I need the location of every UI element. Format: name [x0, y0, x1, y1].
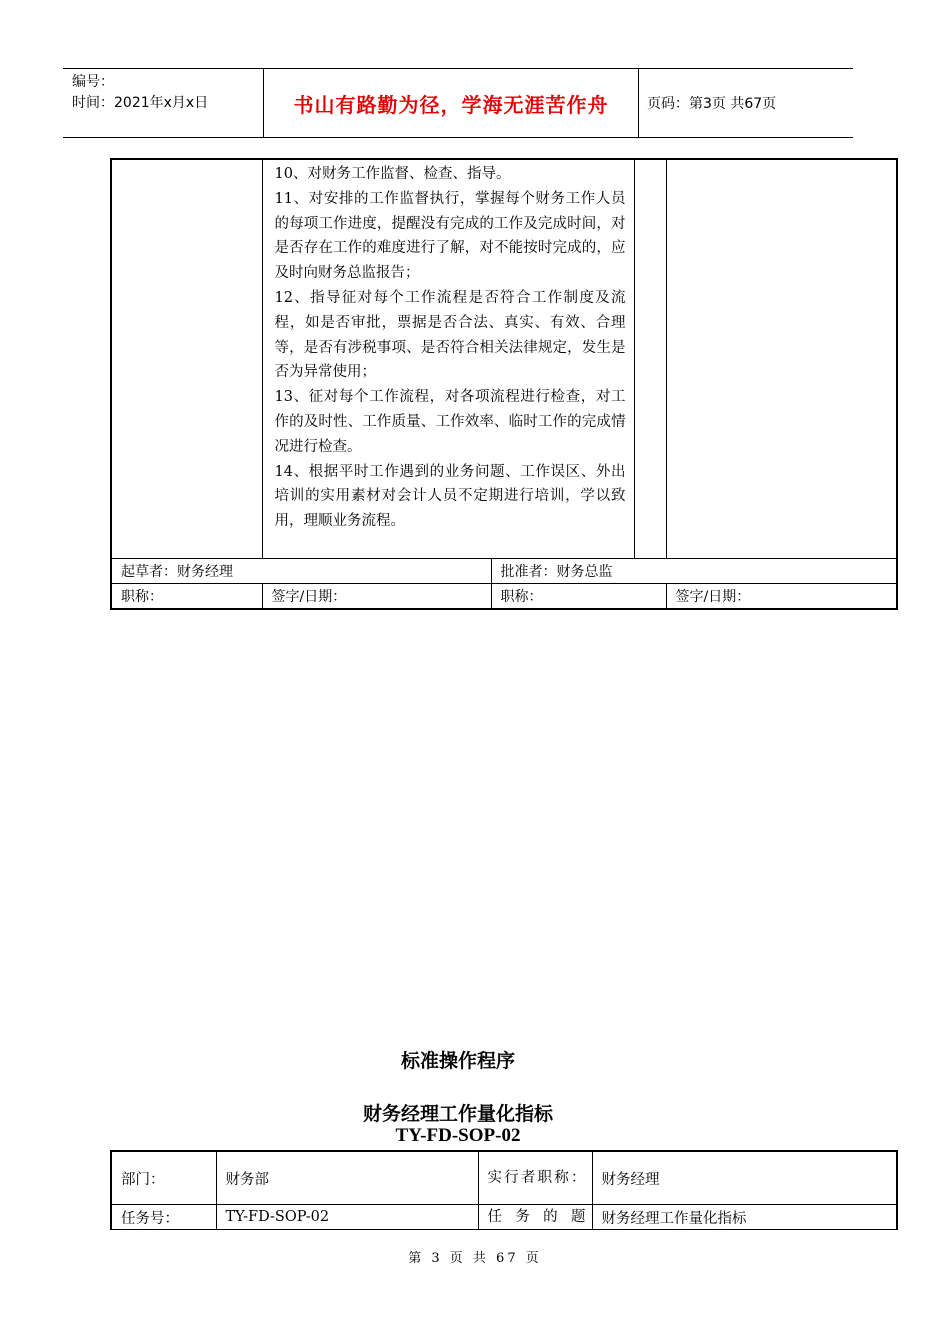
duties-table	[110, 158, 898, 610]
duties-content	[262, 159, 634, 559]
executor-label: 实行者职称：	[478, 1151, 592, 1205]
task-info-table	[110, 1150, 898, 1230]
duty-item: 13、征对每个工作流程，对各项流程进行检查，对工作的及时性、工作质量、工作效率、临时工作的完成情况进行检查。	[274, 389, 626, 455]
duty-item: 12、指导征对每个工作流程是否符合工作制度及流程，如是否审批，票据是否合法、真实、有效、合理等，是否有涉税事项、是否符合相关法律规定，发生是否为异常使用；	[274, 289, 626, 381]
header-page-info: 页码：第3页 共67页	[647, 96, 777, 112]
task-title-label: 任务的题	[478, 1205, 592, 1230]
sop-heading: 标准操作程序	[400, 1050, 515, 1072]
duties-row	[111, 159, 897, 559]
executor-value: 财务经理	[592, 1151, 897, 1205]
page-footer: 第 3 页 共 67 页	[408, 1251, 542, 1266]
doc-title: 财务经理工作量化指标	[362, 1103, 553, 1125]
duty-item: 14、根据平时工作遇到的业务问题、工作误区、外出培训的实用素材对会计人员不定期进行培训，学以致用，理顺业务流程。	[274, 463, 626, 530]
dept-value: 财务部	[216, 1151, 478, 1205]
approver-cell: 批准者：财务总监	[491, 559, 897, 584]
number-label: 编号：	[72, 74, 114, 90]
task-info-row-2	[111, 1205, 897, 1230]
header-meta	[63, 69, 264, 137]
drafter-sign-cell: 签字/日期：	[262, 584, 491, 610]
task-info-row-1	[111, 1151, 897, 1205]
duties-blank-right	[666, 159, 897, 559]
signature-row-1	[111, 559, 897, 584]
task-no-label: 任务号：	[111, 1205, 216, 1230]
approver-title-cell: 职称：	[491, 584, 666, 610]
duties-blank-narrow	[634, 159, 666, 559]
dept-label: 部门：	[111, 1151, 216, 1205]
drafter-cell: 起草者：财务经理	[111, 559, 491, 584]
task-title-value: 财务经理工作量化指标	[592, 1205, 897, 1230]
time-label: 时间：2021年x月x日	[72, 95, 209, 111]
doc-code: TY-FD-SOP-02	[395, 1125, 521, 1146]
task-no-value: TY-FD-SOP-02	[216, 1205, 478, 1230]
header-motto: 书山有路勤为径，学海无涯苦作舟	[264, 69, 639, 137]
drafter-title-cell: 职称：	[111, 584, 262, 610]
approver-sign-cell: 签字/日期：	[666, 584, 897, 610]
duty-item: 11、对安排的工作监督执行，掌握每个财务工作人员的每项工作进度，提醒没有完成的工作及完成时间，对是否存在工作的难度进行了解，对不能按时完成的，应及时向财务总监报告；	[274, 190, 626, 282]
duties-blank-left	[111, 159, 262, 559]
signature-row-2	[111, 584, 897, 610]
duty-item: 10、对财务工作监督、检查、指导。	[274, 166, 511, 182]
page-header	[63, 68, 853, 138]
